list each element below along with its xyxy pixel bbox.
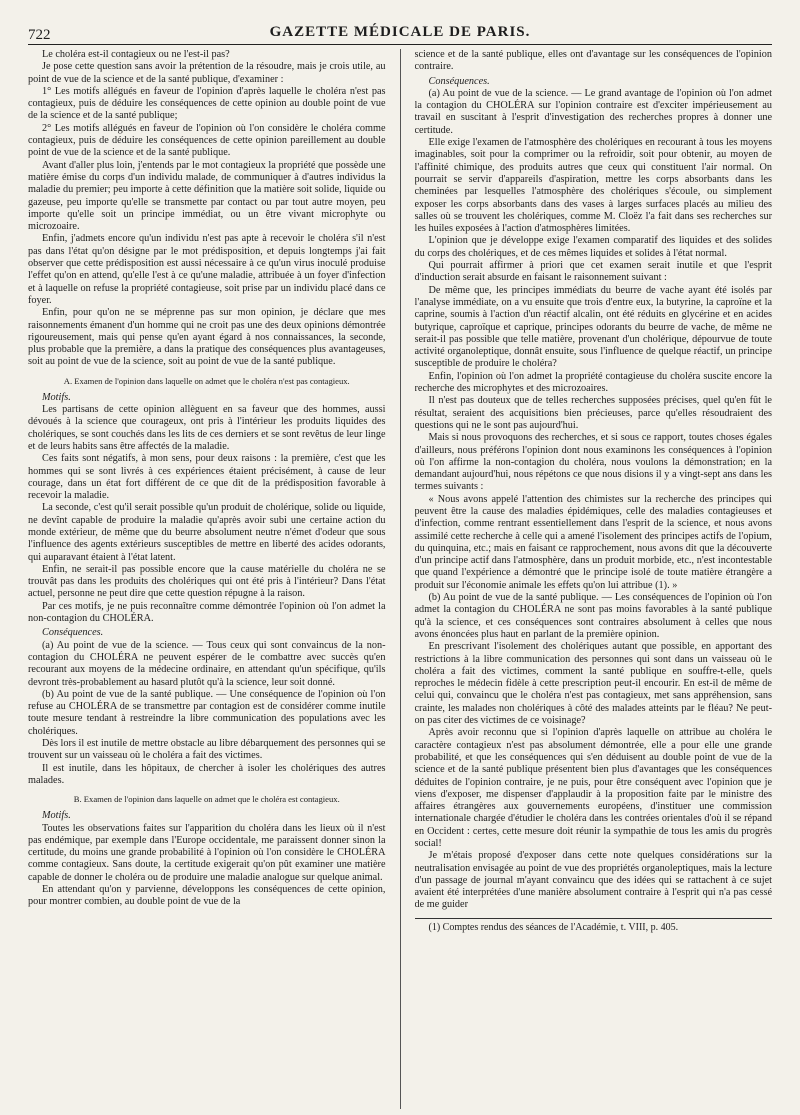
paragraph: Enfin, l'opinion où l'on admet la propriété contagieuse du choléra suscite encore la recherche des microphytes et des microzoaires. bbox=[414, 370, 772, 395]
paragraph: 2° Les motifs allégués en faveur de l'opinion où l'on considère le choléra comme contagieux, puis de déduire les conséquences de cette opinion pareillement au double point de vue de la science et de la santé publique. bbox=[28, 122, 386, 159]
quotation: « Nous avons appelé l'attention des chimistes sur la recherche des principes qui peuvent être la cause des maladies épidémiques, celle des maladies contagieuses et d'infection, comme rentrant essentiellement dans l'esprit de la science, et nous avons assimilé cette recherche à celle qui a amené l'isolement des principes actifs de l'opium, du quinquina, etc.; mais en faisant ce rapprochement, nous avons dit que la découverte d'un principe actif dans l'atmosphère, dans un produit morbide, etc., n'est incontestable que quand l'expérience a démontré que le principe isolé de toute matière étrangère a produit sur l'économie animale les effets qu'on lui attribue (1). » bbox=[414, 493, 772, 591]
left-column bbox=[28, 49, 386, 1109]
paragraph: Ces faits sont négatifs, à mon sens, pour deux raisons : la première, c'est que les hommes qui se sont livrés à ces expériences étaient précisément, à cause de leur courage, dans un état fort différent de ce que dit de la prédisposition favorable à recevoir la maladie. bbox=[28, 453, 386, 502]
paragraph: (b) Au point de vue de la santé publique. — Les conséquences de l'opinion où l'on admet la contagion du CHOLÉRA ne sont pas moins favorables à la santé publique qu'à la science, et ces conséquences sont contraires absolument à celles que nous avons énoncées plus haut en parlant de la première opinion. bbox=[414, 592, 772, 640]
section-heading-a: A. Examen de l'opinion dans laquelle on admet que le choléra n'est pas contagieux. bbox=[63, 375, 350, 386]
paragraph: Avant d'aller plus loin, j'entends par le mot contagieux la propriété que possède une matière émise du corps d'un individu malade, de communiquer à d'autres individus la maladie du premier; peu importe à cette définition que la matière soit solide, liquide ou gazeuse, peu importe qu'elle se transmette par contact ou par tout autre moyen, peu importe qu'elle soit un principe immédiat, ou un être vivant microphyte ou microzoaire. bbox=[28, 159, 386, 233]
column-divider bbox=[400, 49, 401, 1109]
subheading-motifs: Motifs. bbox=[42, 391, 71, 403]
paragraph: science et de la santé publique, elles ont d'avantage sur les conséquences de l'opinion contraire. bbox=[414, 49, 772, 73]
subheading-consequences: Conséquences. bbox=[42, 627, 104, 639]
right-column bbox=[415, 49, 773, 1109]
paragraph: Par ces motifs, je ne puis reconnaître comme démontrée l'opinion où l'on admet la non-contagion du CHOLÉRA. bbox=[28, 600, 386, 625]
paragraph: (a) Au point de vue de la science. — Le grand avantage de l'opinion où l'on admet la contagion du CHOLÉRA sur l'opinion contraire est d'exciter impérieusement au travail en suscitant à l'esprit d'investigation des recherches propres à donner une certitude. bbox=[414, 87, 772, 136]
section-heading-b: B. Examen de l'opinion dans laquelle on admet que le choléra est contagieux. bbox=[73, 794, 340, 805]
paragraph: 1° Les motifs allégués en faveur de l'opinion d'après laquelle le choléra n'est pas contagieux, puis de déduire les conséquences de cette opinion au double point de vue de la science et de la santé publique; bbox=[28, 85, 386, 122]
paragraph: Qui pourrait affirmer à priori que cet examen serait inutile et que l'esprit d'induction serait absurde en faisant le raisonnement suivant : bbox=[414, 260, 772, 284]
paragraph: Les partisans de cette opinion allèguent en sa faveur que des hommes, aussi dévoués à la science que courageux, ont pris à l'intérieur les produits liquides des cholériques, se sont couchés dans les lits de ces derniers et se sont revêtus de leur linge et de leurs habits sans être affectés de la maladie. bbox=[28, 404, 386, 452]
paragraph: Enfin, j'admets encore qu'un individu n'est pas apte à recevoir le choléra s'il n'est pas dans l'état qu'on désigne par le mot prédisposition, et depuis longtemps j'ai fait observer que cette prédisposition est aussi nécessaire à ce qu'un virus inoculé produise l'effet qu'on en attend, qu'elle l'est à ce qu'une maladie, attribuée à un foyer d'infection et à laquelle on refuse la propriété contagieuse, soit prise par un individu placé dans ce foyer. bbox=[28, 233, 386, 306]
paragraph: Toutes les observations faites sur l'apparition du choléra dans les lieux où il n'est pas endémique, par exemple dans l'Europe occidentale, me paraissent donner sinon la certitude, du moins une grande probabilité à l'opinion où l'on considère le CHOLÉRA comme contagieux. Sans doute, la certitude exigerait qu'on pût examiner une matière capable de donner le choléra ou de produire une maladie analogue sur quelque animal. bbox=[28, 822, 386, 883]
subheading-consequences: Conséquences. bbox=[428, 75, 490, 87]
paragraph: L'opinion que je développe exige l'examen comparatif des liquides et des solides du corps des cholériques, et de ces mêmes liquides et solides à l'état normal. bbox=[414, 235, 772, 259]
paragraph: Enfin, ne serait-il pas possible encore que la cause matérielle du choléra ne se trouvât pas dans les produits des cholériques qui ont été pris à l'intérieur? Dans l'état actuel, personne ne peut dire que cette question répugne à la raison. bbox=[28, 563, 386, 600]
paragraph: En prescrivant l'isolement des cholériques autant que possible, en apportant des restrictions à la libre communication des personnes qui sont dans un vaisseau où le choléra a fait des victimes, comment la santé publique en souffre-t-elle, quels reproches le médecin fidèle à cette prescription peut-il encourir. En est-il de même de celui qui, convaincu que le choléra n'est pas contagieux, met sans appréhension, sans crainte, les malades non cholériques à côté des malades atteints par le fléau? Ne peut-on pas citer des victimes de ce voisinage? bbox=[414, 641, 772, 727]
footnote-rule bbox=[415, 918, 773, 919]
subheading-motifs: Motifs. bbox=[42, 810, 71, 822]
paragraph: De même que, les principes immédiats du beurre de vache ayant été isolés par l'analyse immédiate, on a vu ensuite que trois d'entre eux, la butyrine, la caproïne et la caprine, soumis à l'action d'un réactif alcalin, ont été réduits en glycérine et en acides butyrique, caproïque et caprique, principes odorants du beurre de vache, de même ne serait-il pas possible que telle matière, provenant d'un cholérique, dépourvue de toute activité organoleptique, donnât ensuite, sous l'influence de quelque réactif, un principe susceptible de produire le choléra? bbox=[414, 284, 772, 370]
paragraph: (a) Au point de vue de la science. — Tous ceux qui sont convaincus de la non-contagion du CHOLÉRA ne peuvent espérer de le combattre avec succès qu'en recourant aux moyens de la médecine ordinaire, en attendant qu'un spécifique, qu'ils devront très-probablement au hasard plutôt qu'à la science, leur soit donné. bbox=[28, 639, 386, 688]
paragraph: Après avoir reconnu que si l'opinion d'après laquelle on attribue au choléra le caractère contagieux n'est pas absolument démontrée, elle a pour elle une grande probabilité, et que les conséquences qui s'en déduisent au double point de vue de la science et de la santé publique présentent bien plus d'avantages que les conséquences déduites de l'opinion contraire, je ne puis, pour être conséquent avec l'opinion que je viens d'exposer, me dispenser d'applaudir à la proposition faite par le ministre des affaires étrangères aux gouvernements européens, d'instituer une commission internationale chargée d'étudier le choléra dans les contrées orientales d'où il se répand en Occident : certes, cette mesure doit réunir la sympathie de tous les amis du progrès social! bbox=[414, 727, 772, 849]
publication-title: GAZETTE MÉDICALE DE PARIS. bbox=[269, 24, 531, 40]
paragraph: Il est inutile, dans les hôpitaux, de chercher à isoler les cholériques des autres malades. bbox=[28, 762, 386, 786]
paragraph: En attendant qu'on y parvienne, développons les conséquences de cette opinion, pour montrer combien, au double point de vue de la bbox=[28, 884, 386, 908]
paragraph: (b) Au point de vue de la santé publique. — Une conséquence de l'opinion où l'on refuse au CHOLÉRA de se transmettre par contagion est de considérer comme inutile toute mesure tendant à restreindre la libre communication des populations avec les cholériques. bbox=[28, 688, 386, 737]
paragraph: La seconde, c'est qu'il serait possible qu'un produit de cholérique, solide ou liquide, ne devînt capable de produire la maladie qu'après avoir subi une certaine action du monde extérieur, de même que du beurre absolument neutre n'émet d'odeur que sous l'influence des agents extérieurs susceptibles de mettre en liberté des acides odorants, qui auparavant étaient à l'état latent. bbox=[28, 502, 386, 563]
paragraph: Elle exige l'examen de l'atmosphère des cholériques en recourant à tous les moyens imaginables, soit pour la comprimer ou la refroidir, soit pour obtenir, au moyen de l'affinité chimique, des produits autres que ceux qui constituent l'air normal. On pourrait se servir d'appareils d'aspiration, mettre les corps absorbants dans les cheminées par lesquelles l'atmosphère des cholériques s'écoule, ou simplement exposer les corps absorbants dans des vases à larges surfaces placés au milieu des salles où se trouvent les cholériques, comme M. Cloëz l'a fait dans ses recherches sur les huiles exposées à l'action d'atmosphères limitées. bbox=[414, 137, 772, 235]
paragraph: Il n'est pas douteux que de telles recherches supposées précises, quel qu'en fût le résultat, seraient des acquisitions bien précieuses, parce qu'elles résoudraient des questions qui ne le sont pas aujourd'hui. bbox=[414, 395, 772, 431]
paragraph: Je m'étais proposé d'exposer dans cette note quelques considérations sur la neutralisation envisagée au point de vue des propriétés organoleptiques, mais la lecture d'un passage de journal m'ayant convaincu que des idées qui se rattachent à ce sujet avaient été interprétées d'une manière absolument contraire à l'esprit qui n'a pas cessé de me guider bbox=[414, 850, 772, 911]
paragraph: Mais si nous provoquons des recherches, et si sous ce rapport, toutes choses égales d'ailleurs, nous préférons l'opinion dont nous examinons les conséquences à l'opinion où l'on affirme la non-contagion du choléra, nous voulons la démonstration; en la demandant aujourd'hui, nous répétons ce que nous disions il y a vingt-sept ans dans les termes suivants : bbox=[414, 432, 772, 493]
paragraph: Dès lors il est inutile de mettre obstacle au libre débarquement des personnes qui se trouvent sur un vaisseau où le choléra a fait des victimes. bbox=[28, 738, 386, 762]
paragraph: Enfin, pour qu'on ne se méprenne pas sur mon opinion, je déclare que mes raisonnements émanent d'un homme qui ne croit pas une des deux opinions démontrée rigoureusement, mais qui pense qu'en ayant égard à nos connaissances, la seconde, plus probable que la première, a dans la pratique des conséquences plus avantageuses, soit au point de vue de la science, soit au point de vue de la santé publique. bbox=[28, 307, 386, 368]
page-number: 722 bbox=[28, 27, 51, 43]
paragraph: Je pose cette question sans avoir la prétention de la résoudre, mais je crois utile, au point de vue de la science et de la santé publique, d'examiner : bbox=[28, 61, 386, 85]
paragraph: Le choléra est-il contagieux ou ne l'est-il pas? bbox=[42, 49, 230, 60]
footnote: (1) Comptes rendus des séances de l'Académie, t. VIII, p. 405. bbox=[428, 921, 679, 933]
page-header bbox=[28, 18, 772, 45]
